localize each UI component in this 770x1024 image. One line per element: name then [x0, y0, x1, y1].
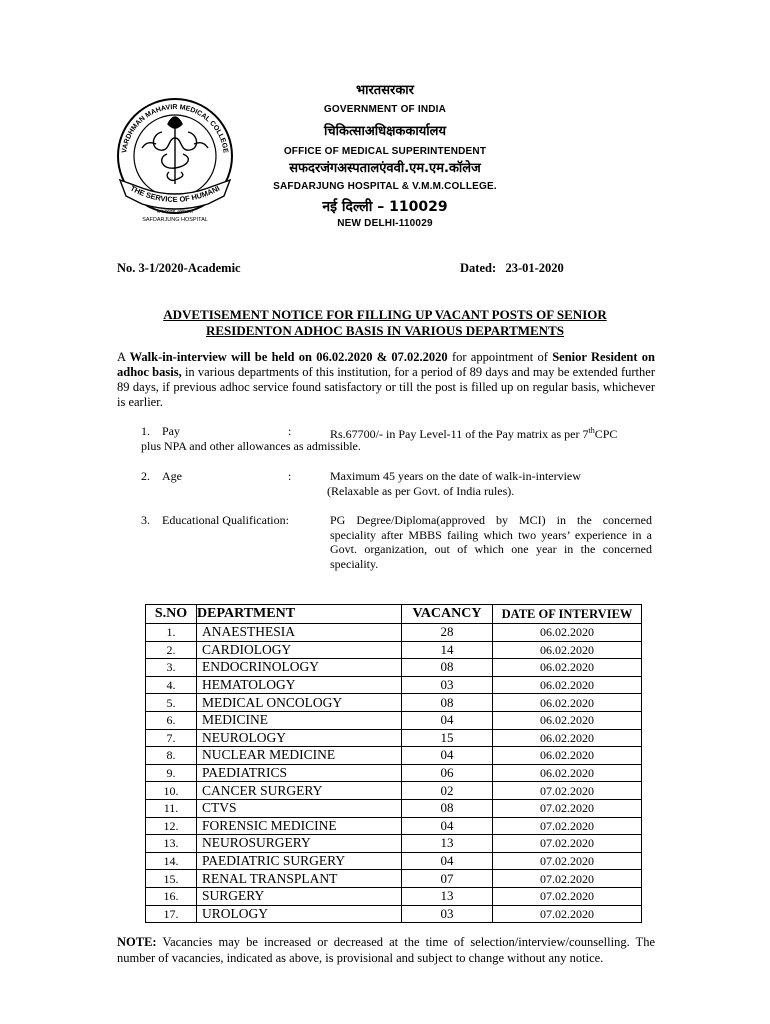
table-row — [146, 852, 642, 870]
row-department: UROLOGY — [197, 905, 402, 923]
row-date: 06.02.2020 — [493, 641, 642, 659]
table-header-row — [146, 605, 642, 624]
criteria-pay-label: Pay — [162, 424, 180, 438]
header-date: DATE OF INTERVIEW — [493, 605, 642, 624]
table-row — [146, 905, 642, 923]
row-department: ANAESTHESIA — [197, 624, 402, 642]
table-row — [146, 764, 642, 782]
row-department: CTVS — [197, 799, 402, 817]
row-date: 07.02.2020 — [493, 905, 642, 923]
notice-title-line2: RESIDENTON ADHOC BASIS IN VARIOUS DEPARTMENTS — [206, 323, 564, 338]
logo-hindi-caption: सफदरजंग अस्पताल — [156, 209, 194, 215]
row-vacancy: 07 — [402, 870, 493, 888]
row-vacancy: 04 — [402, 817, 493, 835]
intro-paragraph — [117, 350, 655, 410]
row-date: 07.02.2020 — [493, 887, 642, 905]
row-sno: 13. — [146, 835, 197, 853]
row-sno: 7. — [146, 729, 197, 747]
row-sno: 2. — [146, 641, 197, 659]
row-date: 06.02.2020 — [493, 676, 642, 694]
intro-interview-dates: Walk-in-interview will be held on 06.02.2020 & 07.02.2020 — [129, 350, 448, 364]
row-vacancy: 04 — [402, 711, 493, 729]
criteria-edu-num: 3. — [141, 513, 150, 527]
row-sno: 4. — [146, 676, 197, 694]
table-row — [146, 887, 642, 905]
logo-motto: THE SERVICE OF HUMANI — [128, 183, 222, 205]
row-sno: 1. — [146, 624, 197, 642]
criteria-pay-colon: : — [288, 424, 292, 438]
row-department: HEMATOLOGY — [197, 676, 402, 694]
note-label: NOTE: — [117, 935, 157, 949]
pay-sup: th — [588, 426, 595, 435]
row-date: 07.02.2020 — [493, 799, 642, 817]
row-sno: 9. — [146, 764, 197, 782]
table-row — [146, 659, 642, 677]
row-date: 07.02.2020 — [493, 852, 642, 870]
row-sno: 17. — [146, 905, 197, 923]
row-sno: 5. — [146, 694, 197, 712]
header-government: GOVERNMENT OF INDIA — [323, 104, 447, 115]
row-vacancy: 08 — [402, 694, 493, 712]
row-vacancy: 13 — [402, 887, 493, 905]
header-hindi-office: चिकित्साअधिक्षककार्यालय — [323, 124, 447, 139]
row-sno: 16. — [146, 887, 197, 905]
row-department: PAEDIATRIC SURGERY — [197, 852, 402, 870]
header-hospital: SAFDARJUNG HOSPITAL & V.M.M.COLLEGE. — [273, 181, 497, 192]
row-sno: 3. — [146, 659, 197, 677]
criteria-pay-num: 1. — [141, 424, 150, 438]
row-vacancy: 03 — [402, 676, 493, 694]
row-department: ENDOCRINOLOGY — [197, 659, 402, 677]
row-vacancy: 13 — [402, 835, 493, 853]
row-department: MEDICAL ONCOLOGY — [197, 694, 402, 712]
header-office: OFFICE OF MEDICAL SUPERINTENDENT — [283, 146, 487, 157]
intro-text-c: in various departments of this institution, for a period of 89 days and may be extended further 89 days, if previous adhoc service found satisfactory or till the post is filled up on regular basis, whichever is earlier. — [117, 365, 655, 409]
row-vacancy: 28 — [402, 624, 493, 642]
criteria-age-line2: (Relaxable as per Govt. of India rules). — [327, 484, 515, 498]
row-date: 06.02.2020 — [493, 747, 642, 765]
row-sno: 8. — [146, 747, 197, 765]
table-row — [146, 835, 642, 853]
row-vacancy: 02 — [402, 782, 493, 800]
criteria-age-line1: Maximum 45 years on the date of walk-in-interview — [330, 469, 581, 483]
row-department: SURGERY — [197, 887, 402, 905]
row-date: 07.02.2020 — [493, 870, 642, 888]
row-department: FORENSIC MEDICINE — [197, 817, 402, 835]
row-vacancy: 15 — [402, 729, 493, 747]
row-vacancy: 04 — [402, 852, 493, 870]
pay-cpc: CPC — [594, 427, 618, 441]
row-sno: 11. — [146, 799, 197, 817]
note-text: Vacancies may be increased or decreased at the time of selection/interview/counselling. The number of vacancies, indicated as above, is provisional and subject to change without any notice. — [117, 935, 655, 965]
row-department: MEDICINE — [197, 711, 402, 729]
row-department: CANCER SURGERY — [197, 782, 402, 800]
table-row — [146, 817, 642, 835]
row-sno: 6. — [146, 711, 197, 729]
row-vacancy: 03 — [402, 905, 493, 923]
table-row — [146, 729, 642, 747]
criteria-pay-continuation: plus NPA and other allowances as admissible. — [141, 439, 361, 453]
note-paragraph — [117, 934, 655, 966]
header-vacancy: VACANCY — [402, 605, 493, 624]
row-vacancy: 06 — [402, 764, 493, 782]
logo-arc-text: VARDHMAN MAHAVIR MEDICAL COLLEGE — [121, 104, 229, 154]
vacancy-table — [145, 604, 642, 923]
criteria-pay-value — [330, 424, 617, 442]
criteria-age-num: 2. — [141, 469, 150, 483]
row-date: 06.02.2020 — [493, 659, 642, 677]
table-row — [146, 641, 642, 659]
vacancy-table-body — [146, 624, 642, 923]
row-date: 07.02.2020 — [493, 835, 642, 853]
criteria-age-label: Age — [162, 469, 182, 483]
row-vacancy: 04 — [402, 747, 493, 765]
notice-title — [120, 307, 650, 339]
row-date: 06.02.2020 — [493, 729, 642, 747]
header-sno: S.NO — [146, 605, 197, 624]
header-hindi-hospital: सफदरजंगअस्पतालएंववी.एम.एम.कॉलेज — [289, 161, 481, 176]
row-sno: 15. — [146, 870, 197, 888]
pay-text: Rs.67700/- in Pay Level-11 of the Pay matrix as per 7 — [330, 427, 589, 441]
logo-english-caption: SAFDARJUNG HOSPITAL — [142, 217, 208, 223]
table-row — [146, 799, 642, 817]
row-department: PAEDIATRICS — [197, 764, 402, 782]
reference-number: No. 3-1/2020-Academic — [117, 261, 241, 275]
row-sno: 12. — [146, 817, 197, 835]
header-department: DEPARTMENT — [197, 605, 402, 624]
table-row — [146, 711, 642, 729]
dated-value: 23-01-2020 — [505, 261, 564, 275]
row-sno: 10. — [146, 782, 197, 800]
criteria-edu-value: PG Degree/Diploma(approved by MCI) in the concerned speciality after MBBS failing which two years’ experience in a Govt. organization, out of which one year in the concerned speciality. — [330, 513, 652, 571]
header-hindi-government: भारतसरकार — [355, 83, 414, 98]
row-department: NEUROLOGY — [197, 729, 402, 747]
table-row — [146, 624, 642, 642]
header-hindi-city: नई दिल्ली – 110029 — [322, 199, 448, 215]
table-row — [146, 694, 642, 712]
intro-text-b: for appointment of — [447, 350, 553, 364]
criteria-edu-label: Educational Qualification: — [162, 513, 289, 527]
row-sno: 14. — [146, 852, 197, 870]
notice-title-line1: ADVETISEMENT NOTICE FOR FILLING UP VACANT POSTS OF SENIOR — [163, 307, 607, 322]
row-department: CARDIOLOGY — [197, 641, 402, 659]
intro-post: Senior Resident on adhoc basis, — [117, 350, 655, 379]
row-vacancy: 14 — [402, 641, 493, 659]
row-vacancy: 08 — [402, 659, 493, 677]
row-date: 06.02.2020 — [493, 694, 642, 712]
header-city: NEW DELHI-110029 — [337, 218, 433, 229]
row-date: 06.02.2020 — [493, 764, 642, 782]
dated-label: Dated: — [460, 261, 497, 275]
criteria-age-colon: : — [288, 469, 292, 483]
table-row — [146, 782, 642, 800]
row-department: NUCLEAR MEDICINE — [197, 747, 402, 765]
row-date: 06.02.2020 — [493, 624, 642, 642]
row-date: 07.02.2020 — [493, 782, 642, 800]
row-vacancy: 08 — [402, 799, 493, 817]
table-row — [146, 870, 642, 888]
reference-date — [460, 261, 564, 276]
intro-text-a: A — [117, 350, 130, 364]
row-department: RENAL TRANSPLANT — [197, 870, 402, 888]
table-row — [146, 747, 642, 765]
table-row — [146, 676, 642, 694]
row-department: NEUROSURGERY — [197, 835, 402, 853]
row-date: 06.02.2020 — [493, 711, 642, 729]
row-date: 07.02.2020 — [493, 817, 642, 835]
